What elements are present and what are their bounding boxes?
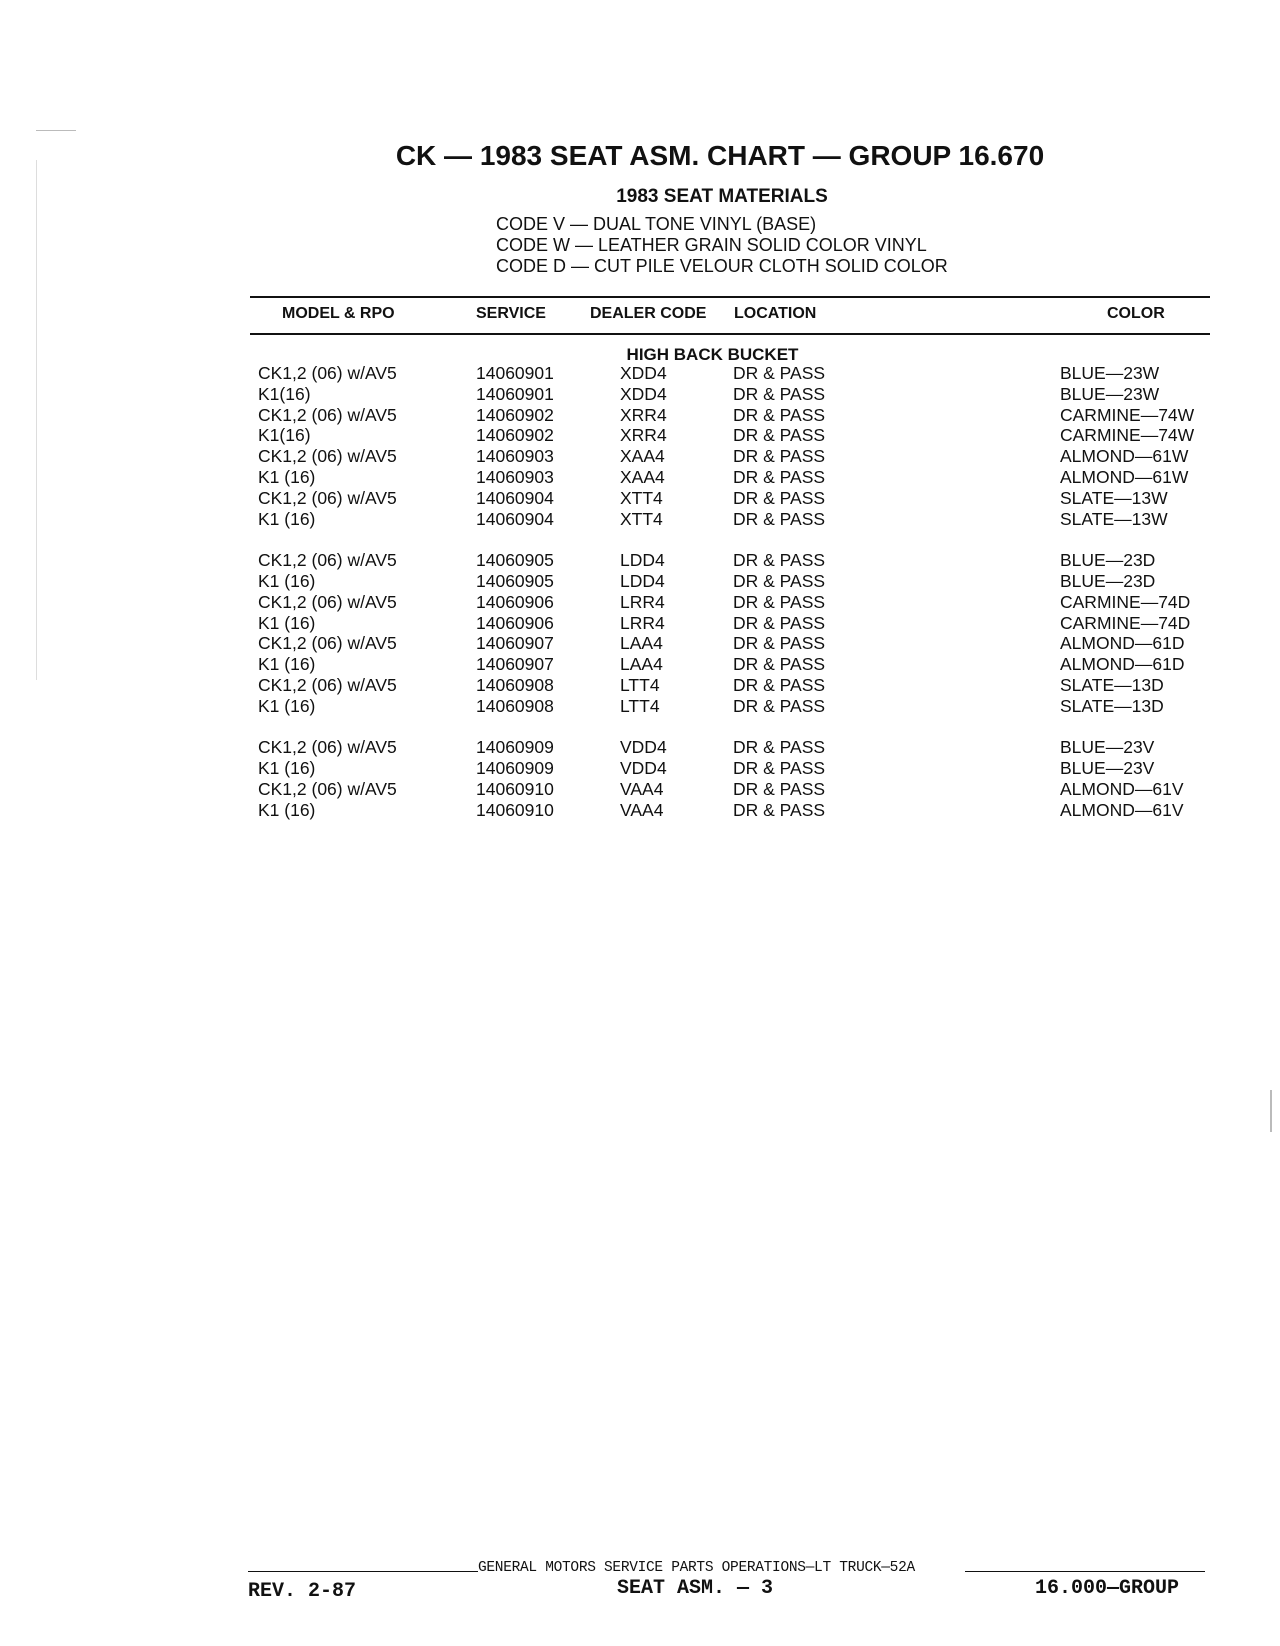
table-row [0, 613, 1280, 634]
cell-dealer: VDD4 [620, 758, 667, 779]
cell-service: 14060904 [476, 508, 554, 529]
table-row [0, 633, 1280, 654]
material-code-w: CODE W — LEATHER GRAIN SOLID COLOR VINYL [496, 235, 927, 255]
cell-dealer: XRR4 [620, 425, 667, 446]
cell-location: DR & PASS [733, 779, 826, 799]
cell-model: CK1,2 (06) w/AV5 [258, 779, 397, 799]
cell-model: K1 (16) [258, 654, 316, 675]
cell-model: CK1,2 (06) w/AV5 [258, 591, 397, 612]
cell-color: ALMOND—61D [1060, 633, 1185, 654]
cell-model: K1 (16) [258, 758, 316, 779]
cell-color: BLUE—23W [1060, 363, 1160, 383]
cell-model: CK1,2 (06) w/AV5 [258, 737, 397, 758]
cell-service: 14060902 [476, 404, 554, 425]
cell-color: CARMINE—74D [1060, 612, 1191, 633]
cell-color: SLATE—13W [1060, 487, 1168, 508]
section-title: HIGH BACK BUCKET [626, 345, 799, 364]
table-row [0, 779, 1280, 800]
cell-location: DR & PASS [733, 654, 826, 675]
cell-model: K1 (16) [258, 695, 316, 716]
cell-color: BLUE—23V [1060, 737, 1155, 758]
cell-dealer: VDD4 [620, 737, 667, 758]
header-model: MODEL & RPO [282, 305, 395, 322]
cell-location: DR & PASS [733, 446, 826, 467]
table-row [0, 737, 1280, 758]
cell-model: CK1,2 (06) w/AV5 [258, 487, 397, 508]
cell-dealer: XDD4 [620, 383, 667, 404]
header-location: LOCATION [734, 305, 817, 322]
scan-margin-line [36, 160, 37, 680]
table-top-rule [250, 296, 1210, 298]
table-row [0, 384, 1280, 405]
cell-service: 14060901 [476, 383, 554, 404]
cell-location: DR & PASS [733, 758, 826, 779]
cell-location: DR & PASS [733, 383, 826, 404]
table-row [0, 675, 1280, 696]
table-row [0, 488, 1280, 509]
table-row [0, 363, 1280, 384]
cell-color: ALMOND—61W [1060, 446, 1189, 467]
cell-location: DR & PASS [733, 571, 826, 591]
cell-service: 14060907 [476, 654, 554, 675]
cell-color: CARMINE—74W [1060, 425, 1195, 446]
cell-location: DR & PASS [733, 508, 826, 529]
table-row [0, 592, 1280, 613]
cell-color: ALMOND—61D [1060, 654, 1185, 675]
cell-location: DR & PASS [733, 425, 826, 446]
cell-model: CK1,2 (06) w/AV5 [258, 550, 397, 571]
cell-model: CK1,2 (06) w/AV5 [258, 404, 397, 425]
header-dealer-code: DEALER CODE [590, 305, 707, 322]
scan-edge-mark [1270, 1090, 1272, 1132]
cell-dealer: LRR4 [620, 591, 665, 612]
cell-model: K1 (16) [258, 508, 316, 529]
cell-dealer: XRR4 [620, 404, 667, 425]
cell-location: DR & PASS [733, 363, 826, 383]
table-row [0, 550, 1280, 571]
cell-dealer: VAA4 [620, 799, 664, 820]
header-service: SERVICE [476, 305, 546, 322]
cell-dealer: LAA4 [620, 633, 663, 654]
cell-color: BLUE—23D [1060, 571, 1156, 591]
cell-service: 14060909 [476, 758, 554, 779]
cell-color: ALMOND—61V [1060, 779, 1184, 799]
cell-dealer: LTT4 [620, 675, 660, 695]
table-row [0, 800, 1280, 821]
header-color: COLOR [1107, 305, 1165, 322]
cell-location: DR & PASS [733, 487, 826, 508]
cell-dealer: LTT4 [620, 695, 660, 716]
cell-service: 14060904 [476, 487, 554, 508]
table-row [0, 446, 1280, 467]
cell-service: 14060910 [476, 779, 554, 799]
cell-model: K1 (16) [258, 467, 316, 487]
cell-location: DR & PASS [733, 612, 826, 633]
cell-dealer: VAA4 [620, 779, 664, 799]
footer-page-label: SEAT ASM. — 3 [616, 1577, 774, 1600]
footer-rule-right [965, 1571, 1205, 1572]
material-code-d: CODE D — CUT PILE VELOUR CLOTH SOLID COLOR [496, 256, 948, 276]
cell-dealer: XAA4 [620, 467, 665, 487]
table-header-rule [250, 333, 1210, 335]
cell-color: BLUE—23V [1060, 758, 1155, 779]
table-row [0, 405, 1280, 426]
table-row [0, 571, 1280, 592]
cell-service: 14060909 [476, 737, 554, 758]
cell-dealer: XTT4 [620, 508, 663, 529]
cell-location: DR & PASS [733, 633, 826, 654]
table-row [0, 425, 1280, 446]
footer-rule-left [248, 1571, 478, 1572]
cell-color: ALMOND—61W [1060, 467, 1189, 487]
cell-location: DR & PASS [733, 675, 826, 695]
cell-dealer: XDD4 [620, 363, 667, 383]
cell-service: 14060903 [476, 446, 554, 467]
cell-service: 14060906 [476, 591, 554, 612]
cell-location: DR & PASS [733, 737, 826, 758]
cell-dealer: LRR4 [620, 612, 665, 633]
cell-model: CK1,2 (06) w/AV5 [258, 675, 397, 695]
cell-location: DR & PASS [733, 695, 826, 716]
cell-dealer: LDD4 [620, 571, 665, 591]
cell-dealer: LAA4 [620, 654, 663, 675]
material-code-v: CODE V — DUAL TONE VINYL (BASE) [496, 214, 817, 234]
cell-service: 14060908 [476, 695, 554, 716]
cell-service: 14060905 [476, 550, 554, 571]
cell-color: ALMOND—61V [1060, 799, 1184, 820]
cell-model: CK1,2 (06) w/AV5 [258, 633, 397, 654]
table-row [0, 467, 1280, 488]
cell-model: K1(16) [258, 383, 311, 404]
cell-color: SLATE—13W [1060, 508, 1168, 529]
cell-color: SLATE—13D [1060, 675, 1164, 695]
cell-model: K1(16) [258, 425, 311, 446]
cell-service: 14060905 [476, 571, 554, 591]
cell-color: SLATE—13D [1060, 695, 1164, 716]
cell-color: BLUE—23D [1060, 550, 1156, 571]
cell-model: CK1,2 (06) w/AV5 [258, 363, 397, 383]
cell-service: 14060906 [476, 612, 554, 633]
cell-service: 14060907 [476, 633, 554, 654]
table-row [0, 758, 1280, 779]
cell-location: DR & PASS [733, 799, 826, 820]
cell-dealer: XAA4 [620, 446, 665, 467]
cell-model: CK1,2 (06) w/AV5 [258, 446, 397, 467]
cell-dealer: XTT4 [620, 487, 663, 508]
cell-location: DR & PASS [733, 591, 826, 612]
table-row [0, 654, 1280, 675]
cell-location: DR & PASS [733, 550, 826, 571]
footer-group: 16.000—GROUP [1035, 1577, 1180, 1600]
cell-color: CARMINE—74W [1060, 404, 1195, 425]
table-row [0, 696, 1280, 717]
footer-org: GENERAL MOTORS SERVICE PARTS OPERATIONS—LT TRUCK—52A [478, 1560, 915, 1576]
cell-color: BLUE—23W [1060, 383, 1160, 404]
page-title: CK — 1983 SEAT ASM. CHART — GROUP 16.670 [395, 140, 1045, 171]
scan-margin-mark [36, 130, 76, 131]
footer-revision: REV. 2-87 [248, 1580, 357, 1603]
table-row [0, 509, 1280, 530]
cell-service: 14060902 [476, 425, 554, 446]
cell-dealer: LDD4 [620, 550, 665, 571]
cell-service: 14060901 [476, 363, 554, 383]
cell-model: K1 (16) [258, 571, 316, 591]
cell-color: CARMINE—74D [1060, 591, 1191, 612]
cell-service: 14060903 [476, 467, 554, 487]
cell-service: 14060908 [476, 675, 554, 695]
cell-model: K1 (16) [258, 612, 316, 633]
cell-service: 14060910 [476, 799, 554, 820]
cell-location: DR & PASS [733, 467, 826, 487]
cell-model: K1 (16) [258, 799, 316, 820]
cell-location: DR & PASS [733, 404, 826, 425]
materials-heading: 1983 SEAT MATERIALS [616, 186, 828, 207]
